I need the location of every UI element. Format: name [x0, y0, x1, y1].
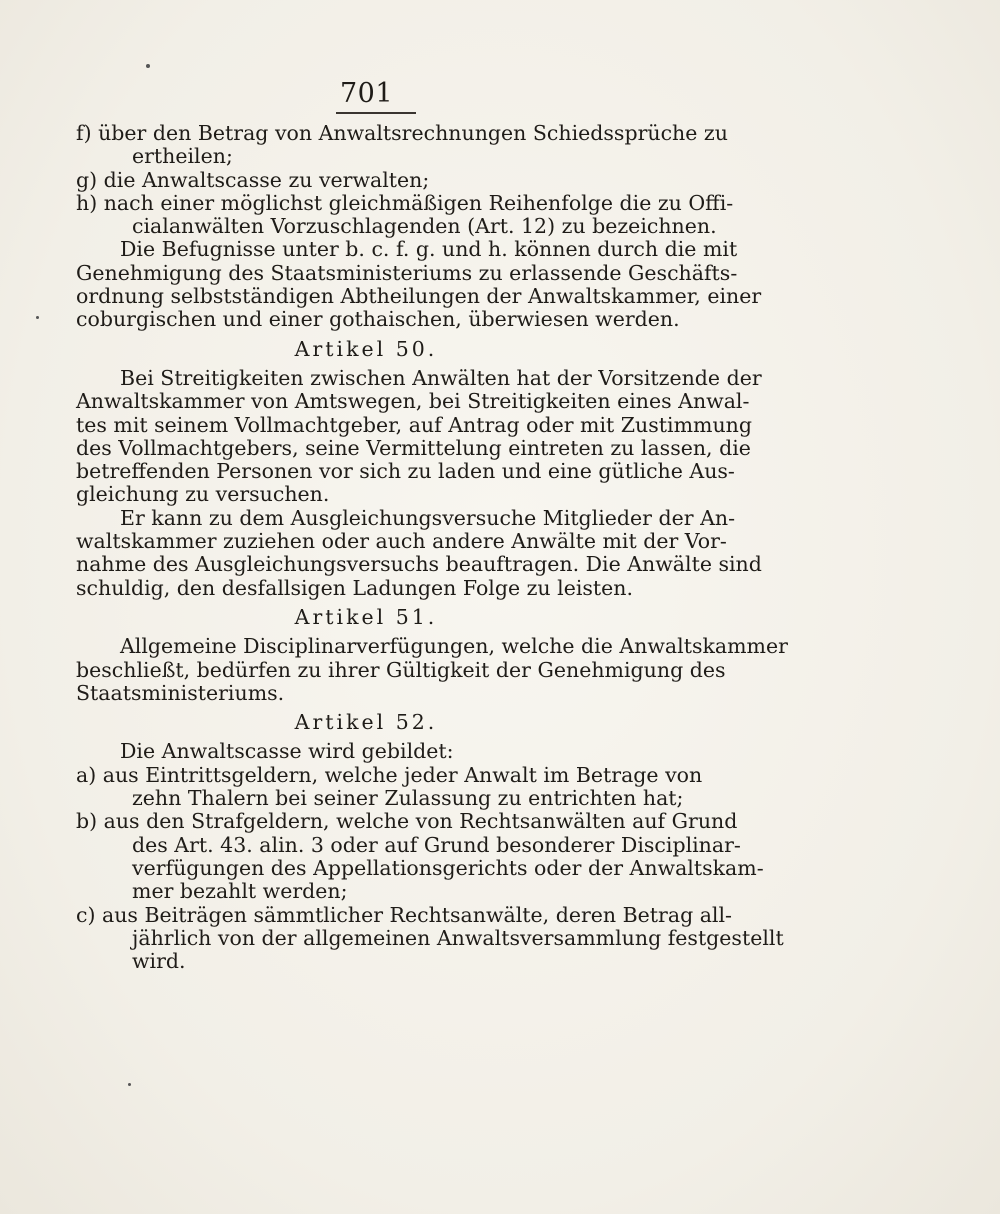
text-line: b) aus den Strafgeldern, welche von Rechtsanwälten auf Grund [76, 809, 738, 834]
speck-mark [146, 64, 150, 68]
text-line: waltskammer zuziehen oder auch andere Anwälte mit der Vor- [76, 529, 727, 554]
text-line: wird. [132, 949, 186, 974]
text-line: Genehmigung des Staatsministeriums zu erlassende Geschäfts- [76, 260, 738, 285]
text-line: a) aus Eintrittsgeldern, welche jeder Anwalt im Betrage von [76, 762, 703, 787]
text-line: Allgemeine Disciplinarverfügungen, welche die Anwaltskammer [120, 634, 788, 659]
text-line: des Vollmachtgebers, seine Vermittelung eintreten zu lassen, die [76, 435, 751, 460]
text-line: g) die Anwaltscasse zu verwalten; [76, 167, 430, 192]
text-line: des Art. 43. alin. 3 oder auf Grund besonderer Disciplinar- [132, 832, 741, 857]
page-number: 701 [340, 78, 394, 109]
text-line: c) aus Beiträgen sämmtlicher Rechtsanwälte, deren Betrag all- [76, 902, 732, 927]
text-body [76, 121, 788, 974]
text-line: h) nach einer möglichst gleichmäßigen Reihenfolge die zu Offi- [76, 190, 734, 215]
page-number-rule [336, 112, 416, 114]
text-line: Staatsministeriums. [76, 680, 285, 705]
text-line: f) über den Betrag von Anwaltsrechnungen Schiedssprüche zu [76, 121, 728, 145]
text-line: jährlich von der allgemeinen Anwaltsversammlung festgestellt [132, 925, 784, 950]
text-line: coburgischen und einer gothaischen, überwiesen werden. [76, 307, 680, 332]
article-heading: Artikel 50. [294, 336, 438, 361]
article-heading: Artikel 51. [294, 604, 438, 629]
text-line: cialanwälten Vorzuschlagenden (Art. 12) zu bezeichnen. [132, 214, 717, 239]
article-heading: Artikel 52. [294, 710, 438, 735]
text-line: zehn Thalern bei seiner Zulassung zu entrichten hat; [132, 786, 684, 811]
text-line: Er kann zu dem Ausgleichungsversuche Mitglieder der An- [120, 505, 735, 530]
text-line: verfügungen des Appellationsgerichts oder der Anwaltskam- [132, 855, 764, 880]
text-line: Die Anwaltscasse wird gebildet: [120, 739, 454, 764]
speck-mark [36, 316, 39, 319]
text-line: schuldig, den desfallsigen Ladungen Folge zu leisten. [76, 575, 634, 600]
speck-mark [128, 1083, 131, 1086]
text-line: nahme des Ausgleichungsversuchs beauftragen. Die Anwälte sind [76, 552, 762, 577]
text-line: mer bezahlt werden; [132, 879, 348, 904]
text-line: Bei Streitigkeiten zwischen Anwälten hat der Vorsitzende der [120, 365, 762, 390]
text-line: tes mit seinem Vollmachtgeber, auf Antrag oder mit Zustimmung [76, 412, 752, 437]
text-line: Die Befugnisse unter b. c. f. g. und h. können durch die mit [120, 237, 738, 262]
text-line: Anwaltskammer von Amtswegen, bei Streitigkeiten eines Anwal- [76, 389, 750, 414]
text-line: beschließt, bedürfen zu ihrer Gültigkeit der Genehmigung des [76, 657, 726, 682]
text-line: ordnung selbstständigen Abtheilungen der Anwaltskammer, einer [76, 284, 762, 309]
text-line: ertheilen; [132, 144, 233, 169]
text-line: gleichung zu versuchen. [76, 482, 330, 507]
text-line: betreffenden Personen vor sich zu laden und eine gütliche Aus- [76, 459, 735, 484]
